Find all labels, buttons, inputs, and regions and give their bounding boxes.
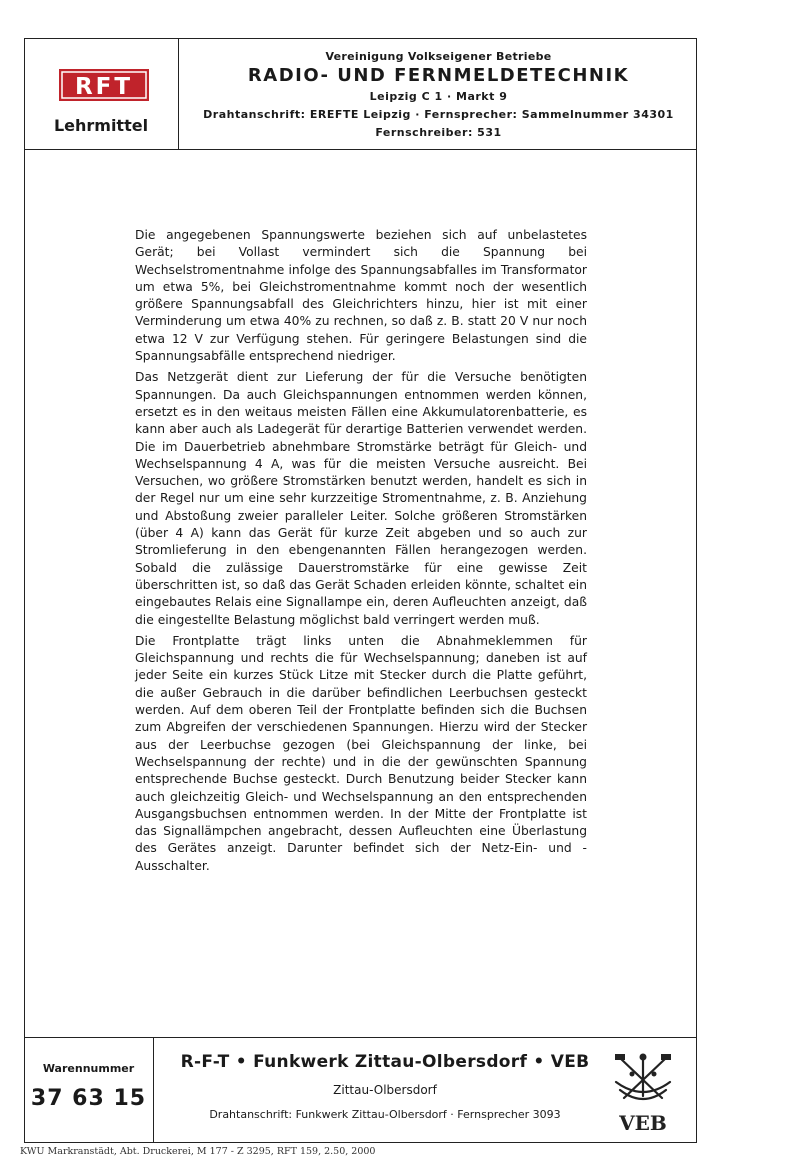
header-telex: Fernschreiber: 531 bbox=[375, 126, 502, 139]
footer-column-divider bbox=[153, 1037, 154, 1143]
veb-emblem-text: VEB bbox=[619, 1111, 667, 1134]
paragraph-3: Die Frontplatte trägt links unten die Abnahmeklemmen für Gleichspannung und rechts die für Wechselspannung; daneben ist auf jeder Seite ein kurzes Stück Litze mit Stecker durch die Platte geführt, die außer Gebrauch in die darüber befindlichen Leerbuchsen gesteckt werden. Auf dem oberen Teil der Frontplatte befinden sich die Buchsen zum Abgreifen der verschiedenen Spannungen. Hierzu wird der Stecker aus der Leerbuchse gezogen (bei Gleichspannung der linke, bei Wechselspannung der rechte) und in die der gewünschten Spannung entsprechende Buchse gesteckt. Durch Benutzung beider Stecker kann auch gleichzeitig Gleich- und Wechselspannung an den entsprechenden Ausgangsbuchsen entnommen werden. In der Mitte der Frontplatte ist das Signallämpchen angebracht, dessen Aufleuchten eine Überlastung des Gerätes anzeigt. Darunter befindet sich der Netz-Ein- und -Ausschalter. bbox=[135, 633, 587, 873]
warennummer-value: 37 63 15 bbox=[30, 1086, 147, 1111]
header-line-1: Vereinigung Volkseigener Betriebe bbox=[325, 50, 552, 63]
lehrmittel-label: Lehrmittel bbox=[53, 116, 149, 135]
rft-logo bbox=[58, 68, 150, 102]
header-column-divider bbox=[178, 38, 179, 149]
header-title: RADIO- UND FERNMELDETECHNIK bbox=[247, 65, 630, 86]
veb-emblem-icon bbox=[610, 1052, 676, 1134]
footer-divider bbox=[24, 1037, 697, 1038]
print-imprint: KWU Markranstädt, Abt. Druckerei, M 177 - Z 3295, RFT 159, 2.50, 2000 bbox=[20, 1146, 376, 1157]
footer-company: R-F-T • Funkwerk Zittau-Olbersdorf • VEB bbox=[180, 1052, 590, 1072]
body-text bbox=[135, 227, 587, 879]
header-address: Leipzig C 1 · Markt 9 bbox=[369, 90, 508, 103]
header-divider bbox=[24, 149, 697, 150]
footer-contact: Drahtanschrift: Funkwerk Zittau-Olbersdorf · Fernsprecher 3093 bbox=[209, 1108, 561, 1121]
logo-text: RFT bbox=[74, 74, 134, 100]
footer-location: Zittau-Olbersdorf bbox=[333, 1083, 437, 1097]
header-contact: Drahtanschrift: EREFTE Leipzig · Fernsprecher: Sammelnummer 34301 bbox=[203, 108, 674, 121]
paragraph-1: Die angegebenen Spannungswerte beziehen sich auf unbelastetes Gerät; bei Vollast vermindert sich die Spannung bei Wechselstromentnahme infolge des Spannungsabfalles im Transformator um etwa 5%, bei Gleichstromentnahme kommt noch der wesentlich größere Spannungsabfall des Gleichrichters hinzu, hier ist mit einer Verminderung um etwa 40% zu rechnen, so daß z. B. statt 20 V nur noch etwa 12 V zur Verfügung stehen. Für geringere Belastungen sind die Spannungsabfälle entsprechend niedriger. bbox=[135, 228, 587, 364]
paragraph-2: Das Netzgerät dient zur Lieferung der für die Versuche benötigten Spannungen. Da auch Gleichspannungen entnommen werden können, ersetzt es in den weitaus meisten Fällen eine Akkumulatorenbatterie, es kann aber auch als Ladegerät für derartige Batterien verwendet werden. Die im Dauerbetrieb abnehmbare Stromstärke beträgt für Gleich- und Wechselspannung 4 A, was für die meisten Versuche ausreicht. Bei Versuchen, wo größere Stromstärken benutzt werden, handelt es sich in der Regel nur um eine sehr kurzzeitige Stromentnahme, z. B. Anziehung und Abstoßung zweier paralleler Leiter. Solche größeren Stromstärken (über 4 A) kann das Gerät für kurze Zeit abgeben und so auch zur Stromlieferung in den ebengenannten Fällen herangezogen werden. Sobald die zulässige Dauerstromstärke für eine gewisse Zeit überschritten ist, so daß das Gerät Schaden erleiden könnte, schaltet ein eingebautes Relais eine Signallampe ein, deren Aufleuchten anzeigt, daß die eingestellte Belastung möglichst bald verringert werden muß. bbox=[135, 370, 587, 627]
warennummer-label: Warennummer bbox=[42, 1062, 135, 1075]
